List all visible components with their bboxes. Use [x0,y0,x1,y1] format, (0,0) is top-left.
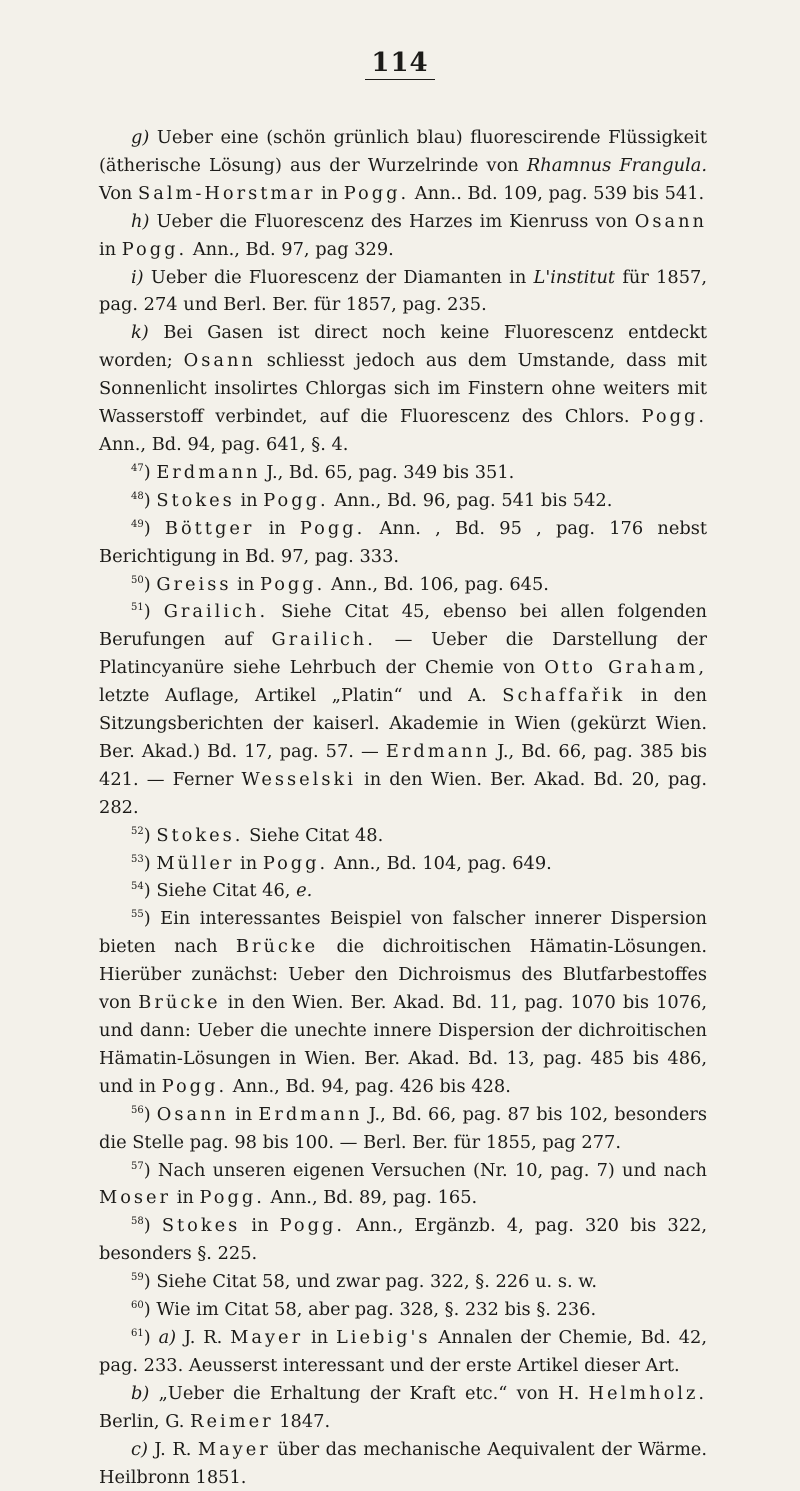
text-run: Siehe Citat 45, ebenso bei allen folgenden Berufungen auf [99,601,707,651]
text-run: ) Nach unseren eigenen Versuchen (Nr. 10, pag. 7) und nach [143,1159,707,1181]
text-run: über das mechanische Aequivalent der Wärme. Heilbronn 1851. [99,1438,707,1488]
paragraph-n49 [99,515,707,571]
footnote-number: 51 [131,602,144,614]
paragraph-n57 [99,1157,707,1213]
paragraph-n56 [99,1101,707,1157]
text-run: Berlin, G. [99,1410,191,1432]
text-run: J., Bd. 66, pag. 385 bis 421. — Ferner [99,740,708,790]
text-run: Ann., Bd. 104, pag. 649. [328,852,552,874]
text-run: ) [143,852,157,874]
paragraph-n54 [99,877,707,905]
footnote-number: 53 [131,853,144,865]
text-run: ) Siehe Citat 46, [143,880,297,902]
author-name: Wesselski [241,768,356,790]
text-run: ) Siehe Citat 58, und zwar pag. 322, §. 226 u. s. w. [143,1271,598,1293]
text-run: in [231,573,260,595]
author-name: Brücke [138,992,221,1014]
author-name: Müller [156,852,235,874]
author-name: Pogg. [259,573,326,595]
text-run: in [254,517,300,539]
text-run: ) Ein interessantes Beispiel von falscher innerer Dispersion bieten nach [99,908,707,958]
paragraph-g [99,124,707,208]
paragraph-n61 [99,1324,707,1380]
author-name: Erdmann [385,740,491,762]
paragraph-n58 [99,1212,707,1268]
text-run: Ann.. Bd. 109, pag. 539 bis 541. [409,182,705,204]
text-run: Von [99,182,139,204]
text-run: in [171,1187,200,1209]
text-run: Ann., Bd. 89, pag. 165. [264,1187,478,1209]
author-name: Greiss [156,573,232,595]
footnote-number: 61 [131,1327,144,1339]
paragraph-n50 [99,571,707,599]
author-name: Osann [156,1103,229,1125]
text-run: in [234,489,264,511]
author-name: Moser [99,1187,172,1209]
paragraph-n61b [99,1380,707,1436]
author-name: Stokes [156,489,235,511]
text-run: Ueber die Fluorescenz der Diamanten in [143,266,534,288]
author-name: Erdmann [156,461,261,483]
paragraph-n52 [99,822,707,850]
text-run: Ann., Bd. 96, pag. 541 bis 542. [328,489,613,511]
paragraph-i [99,264,707,320]
footnote-number: 55 [131,909,144,921]
text-run: Ann., Bd. 94, pag. 641, §. 4. [99,433,349,455]
author-name: Salm-Horstmar [138,182,316,204]
text-run: in [99,238,122,260]
text-run: Siehe Citat 48. [243,824,384,846]
footnote-number: 49 [131,518,144,530]
text-run: L'institut [533,266,616,288]
text-run: in den Wien. Ber. Akad. Bd. 20, pag. 282. [99,768,707,818]
text-run: ) [143,517,165,539]
author-name: Schaffařik [502,685,626,707]
author-name: Pogg. [199,1187,265,1209]
text-run: „Ueber die Erhaltung der Kraft etc.“ von H. [149,1382,589,1404]
author-name: Mayer [197,1438,271,1460]
text-run: Ann. , Bd. 95 , pag. 176 nebst Berichtigung in Bd. 97, pag. 333. [99,517,707,567]
page-number: 114 [0,48,800,78]
text-run: in [229,1103,259,1125]
text-run: J. R. [147,1438,198,1460]
text-run: Ann., Ergänzb. 4, pag. 320 bis 322, besonders §. 225. [99,1215,708,1265]
author-name: Erdmann [258,1103,363,1125]
text-run: J., Bd. 65, pag. 349 bis 351. [260,461,515,483]
author-name: Pogg. [641,406,707,428]
author-name: Böttger [164,517,255,539]
author-name: Otto Graham, [544,657,707,679]
text-run: h) [131,210,150,232]
text-run: Bei Gasen ist direct noch keine Fluorescenz entdeckt worden; [99,322,707,372]
paragraph-k [99,319,707,459]
paragraph-n61c [99,1436,707,1491]
author-name: Brücke [235,936,319,958]
footnote-number: 60 [131,1300,144,1312]
text-run: in [234,852,263,874]
footnote-number: 47 [131,462,144,474]
author-name: Pogg. [299,517,366,539]
paragraph-n47 [99,459,707,487]
text-run: J., Bd. 66, pag. 87 bis 102, besonders die Stelle pag. 98 bis 100. — Berl. Ber. für 1855, pag 277. [99,1103,708,1153]
text-run: für 1857, pag. 274 und Berl. Ber. für 1857, pag. 235. [99,266,708,316]
author-name: Pogg. [161,1075,228,1097]
footnote-number: 50 [131,574,144,586]
text-run: i) [131,266,144,288]
text-run: Ann., Bd. 94, pag. 426 bis 428. [227,1075,511,1097]
author-name: Stokes [161,1215,241,1237]
author-name: Grailich. [271,629,376,651]
text-run: in [315,182,344,204]
text-run: Ueber eine (schön grünlich blau) fluorescirende Flüssigkeit (ätherische Lösung) aus der Wurzelrinde von [99,127,707,176]
text-run: 1847. [273,1410,331,1432]
text-run: ) [143,1215,162,1237]
text-run: in [303,1326,336,1348]
text-run: — Ueber die Darstellung der Platincyanüre siehe Lehrbuch der Chemie von [99,629,708,679]
text-run: Ueber die Fluorescenz des Harzes im Kienruss von [149,210,635,232]
text-run: ) [143,1103,157,1125]
text-run: Ann., Bd. 97, pag 329. [187,238,394,260]
footnote-number: 59 [131,1272,144,1284]
text-run: in [240,1215,280,1237]
page-body [99,124,707,1491]
text-run: in den Wien. Ber. Akad. Bd. 11, pag. 1070 bis 1076, und dann: Ueber die unechte innere Dispersion der dichroitischen Hämatin-Lösungen in Wien. Ber. Akad. Bd. 13, pag. 485 bis 486, und in [99,992,708,1097]
text-run: e. [296,880,313,902]
text-run: ) Wie im Citat 58, aber pag. 328, §. 232 bis §. 236. [143,1299,597,1321]
author-name: Pogg. [262,852,329,874]
text-run: ) [143,601,164,623]
author-name: Mayer [230,1326,304,1348]
text-run: ) [143,461,157,483]
paragraph-h [99,208,707,264]
paragraph-n55 [99,905,707,1100]
text-run: c) [131,1438,148,1460]
text-run: ) [143,573,157,595]
text-run: a) [158,1326,177,1348]
footnote-number: 48 [131,490,144,502]
text-run: k) [131,322,149,344]
footnote-number: 56 [131,1104,144,1116]
paragraph-n59 [99,1268,707,1296]
footnote-number: 57 [131,1160,144,1172]
footnote-number: 52 [131,825,144,837]
paragraph-n51 [99,598,707,821]
text-run: ) [143,1326,159,1348]
text-run: ) [143,489,157,511]
text-run: Ann., Bd. 106, pag. 645. [325,573,549,595]
text-run: letzte Auflage, Artikel „Platin“ und A. [99,685,503,707]
author-name: Pogg. [121,238,188,260]
footnote-number: 54 [131,881,144,893]
text-run: b) [131,1382,150,1404]
author-name: Stokes. [156,824,244,846]
author-name: Osann [183,350,256,372]
author-name: Pogg. [263,489,329,511]
text-run: Annalen der Chemie, Bd. 42, pag. 233. Aeusserst interessant und der erste Artikel dieser Art. [99,1326,707,1376]
text-run: Rhamnus Frangula. [526,154,708,176]
text-run: schliesst jedoch aus dem Umstande, dass mit Sonnenlicht insolirtes Chlorgas sich im Finstern ohne weiters mit Wasserstoff verbindet, auf die Fluorescenz des Chlors. [99,350,707,428]
author-name: Liebig's [336,1326,431,1348]
author-name: Pogg. [279,1215,346,1237]
author-name: Pogg. [343,182,410,204]
text-run: g) [131,127,150,148]
paragraph-n60 [99,1296,707,1324]
text-run: ) [143,824,157,846]
author-name: Grailich. [163,601,269,623]
author-name: Osann [634,210,707,232]
paragraph-n48 [99,487,707,515]
author-name: Helmholz. [588,1382,707,1404]
text-run: J. R. [176,1326,231,1348]
footnote-number: 58 [131,1216,144,1228]
text-run: die dichroitischen Hämatin-Lösungen. Hierüber zunächst: Ueber den Dichroismus des Blutfarbestoffes von [99,936,707,1014]
text-run: in den Sitzungsberichten der kaiserl. Akademie in Wien (gekürzt Wien. Ber. Akad.) Bd. 17, pag. 57. — [99,685,707,762]
paragraph-n53 [99,850,707,878]
author-name: Reimer [190,1410,274,1432]
